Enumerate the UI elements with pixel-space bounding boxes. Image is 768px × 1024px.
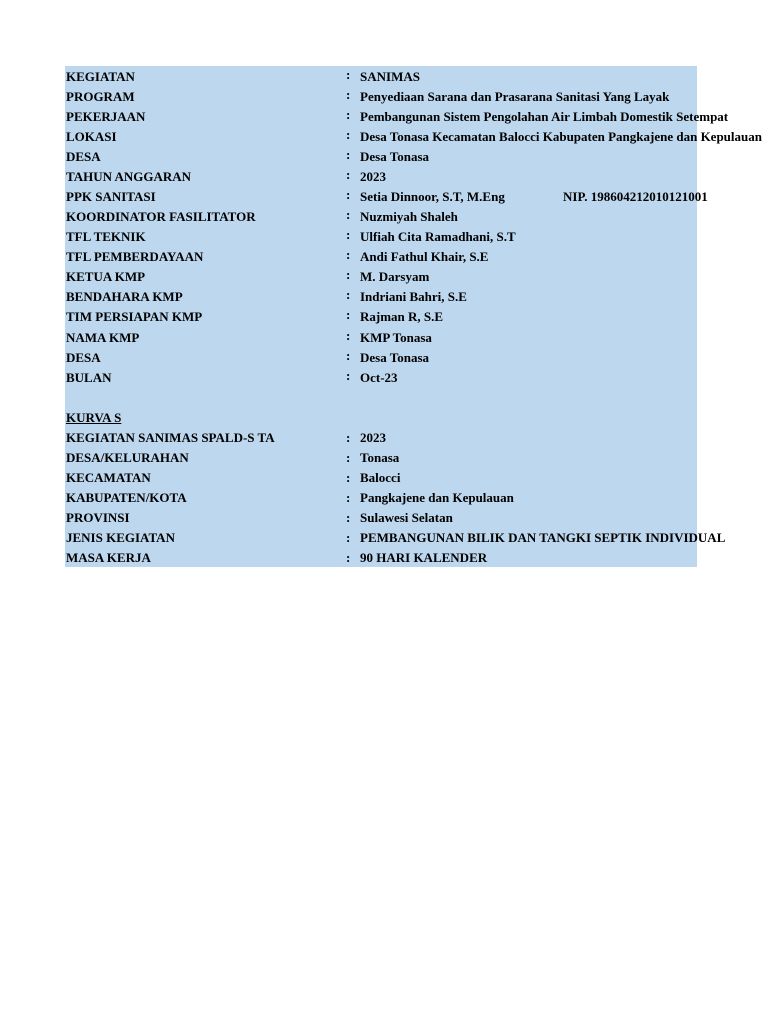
info-row-desa-2 xyxy=(65,347,697,367)
row-label: PROGRAM xyxy=(66,89,135,104)
row-separator: : xyxy=(346,510,351,525)
row-label: NAMA KMP xyxy=(66,330,140,345)
row-label: LOKASI xyxy=(66,129,117,144)
row-label: BULAN xyxy=(66,370,112,385)
row-value: Andi Fathul Khair, S.E xyxy=(360,249,489,264)
row-label: PEKERJAAN xyxy=(66,109,146,124)
nip-number: NIP. 198604212010121001 xyxy=(563,189,708,204)
info-row-program xyxy=(65,86,697,106)
row-label: DESA xyxy=(66,350,101,365)
row-value: Desa Tonasa xyxy=(360,350,429,365)
row-separator: : xyxy=(346,490,351,505)
row-value: Penyediaan Sarana dan Prasarana Sanitasi Yang Layak xyxy=(360,89,670,104)
info-row-provinsi xyxy=(65,507,697,527)
row-label: KECAMATAN xyxy=(66,470,151,485)
row-value: Oct-23 xyxy=(360,370,398,385)
row-value: Balocci xyxy=(360,470,401,485)
row-value: Tonasa xyxy=(360,450,400,465)
row-label: DESA/KELURAHAN xyxy=(66,450,189,465)
row-value: M. Darsyam xyxy=(360,269,430,284)
row-label: PROVINSI xyxy=(66,510,130,525)
row-value: Indriani Bahri, S.E xyxy=(360,289,467,304)
row-value: Desa Tonasa Kecamatan Balocci Kabupaten Pangkajene dan Kepulauan xyxy=(360,129,762,144)
row-value: KMP Tonasa xyxy=(360,330,432,345)
info-row-ppk-sanitasi xyxy=(65,186,708,206)
row-value: Desa Tonasa xyxy=(360,149,429,164)
info-row-tim-persiapan-kmp xyxy=(65,306,697,326)
row-label: TFL TEKNIK xyxy=(66,229,146,244)
info-row-kegiatan xyxy=(65,66,697,86)
row-value: 2023 xyxy=(360,169,386,184)
info-row-kecamatan xyxy=(65,467,697,487)
row-value: PEMBANGUNAN BILIK DAN TANGKI SEPTIK INDIVIDUAL xyxy=(360,530,726,545)
row-separator: : xyxy=(346,87,351,102)
row-label: KOORDINATOR FASILITATOR xyxy=(66,209,256,224)
info-row-bendahara-kmp xyxy=(65,286,697,306)
info-row-nama-kmp xyxy=(65,327,697,347)
info-sheet xyxy=(65,66,762,567)
row-value: Pangkajene dan Kepulauan xyxy=(360,490,514,505)
kurva-s-title-row xyxy=(65,407,697,427)
info-row-ketua-kmp xyxy=(65,266,697,286)
info-row-kabupaten-kota xyxy=(65,487,697,507)
row-value: Pembangunan Sistem Pengolahan Air Limbah Domestik Setempat xyxy=(360,109,729,124)
row-separator: : xyxy=(346,550,351,565)
info-row-tahun-anggaran xyxy=(65,166,697,186)
row-label: KETUA KMP xyxy=(66,269,146,284)
row-label: PPK SANITASI xyxy=(66,189,156,204)
info-row-desa xyxy=(65,146,697,166)
row-value: Nuzmiyah Shaleh xyxy=(360,209,458,224)
row-label: JENIS KEGIATAN xyxy=(66,530,175,545)
row-separator: : xyxy=(346,450,351,465)
row-value: 2023 xyxy=(360,430,386,445)
row-separator: : xyxy=(346,530,351,545)
row-label: MASA KERJA xyxy=(66,550,151,565)
row-separator: : xyxy=(346,127,351,142)
info-row-lokasi xyxy=(65,126,762,146)
row-value: Ulfiah Cita Ramadhani, S.T xyxy=(360,229,516,244)
row-separator: : xyxy=(346,207,351,222)
row-separator: : xyxy=(346,227,351,242)
row-label: KEGIATAN xyxy=(66,69,135,84)
row-separator: : xyxy=(346,187,351,202)
row-separator: : xyxy=(346,167,351,182)
row-value: SANIMAS xyxy=(360,69,420,84)
row-separator: : xyxy=(346,147,351,162)
row-label: TAHUN ANGGARAN xyxy=(66,169,192,184)
row-label: TIM PERSIAPAN KMP xyxy=(66,309,203,324)
row-value: 90 HARI KALENDER xyxy=(360,550,488,565)
info-row-bulan xyxy=(65,367,697,387)
info-row-masa-kerja xyxy=(65,547,697,567)
row-label: TFL PEMBERDAYAAN xyxy=(66,249,204,264)
row-separator: : xyxy=(346,470,351,485)
row-separator: : xyxy=(346,67,351,82)
row-value: Setia Dinnoor, S.T, M.Eng xyxy=(360,189,505,204)
row-separator: : xyxy=(346,107,351,122)
row-separator: : xyxy=(346,368,351,383)
row-separator: : xyxy=(346,348,351,363)
info-row-tfl-pemberdayaan xyxy=(65,246,697,266)
info-row-kegiatan-sanimas xyxy=(65,427,697,447)
row-value: Sulawesi Selatan xyxy=(360,510,453,525)
row-separator: : xyxy=(346,247,351,262)
info-row-desa-kelurahan xyxy=(65,447,697,467)
row-label: KABUPATEN/KOTA xyxy=(66,490,187,505)
info-row-tfl-teknik xyxy=(65,226,697,246)
info-row-pekerjaan xyxy=(65,106,729,126)
row-separator: : xyxy=(346,328,351,343)
row-separator: : xyxy=(346,287,351,302)
row-separator: : xyxy=(346,430,351,445)
row-label: DESA xyxy=(66,149,101,164)
info-row-jenis-kegiatan xyxy=(65,527,726,547)
row-label: BENDAHARA KMP xyxy=(66,289,183,304)
section-title: KURVA S xyxy=(66,410,122,425)
row-separator: : xyxy=(346,267,351,282)
info-row-koordinator-fasilitator xyxy=(65,206,697,226)
row-separator: : xyxy=(346,307,351,322)
row-label: KEGIATAN SANIMAS SPALD-S TA xyxy=(66,430,275,445)
row-value: Rajman R, S.E xyxy=(360,309,444,324)
